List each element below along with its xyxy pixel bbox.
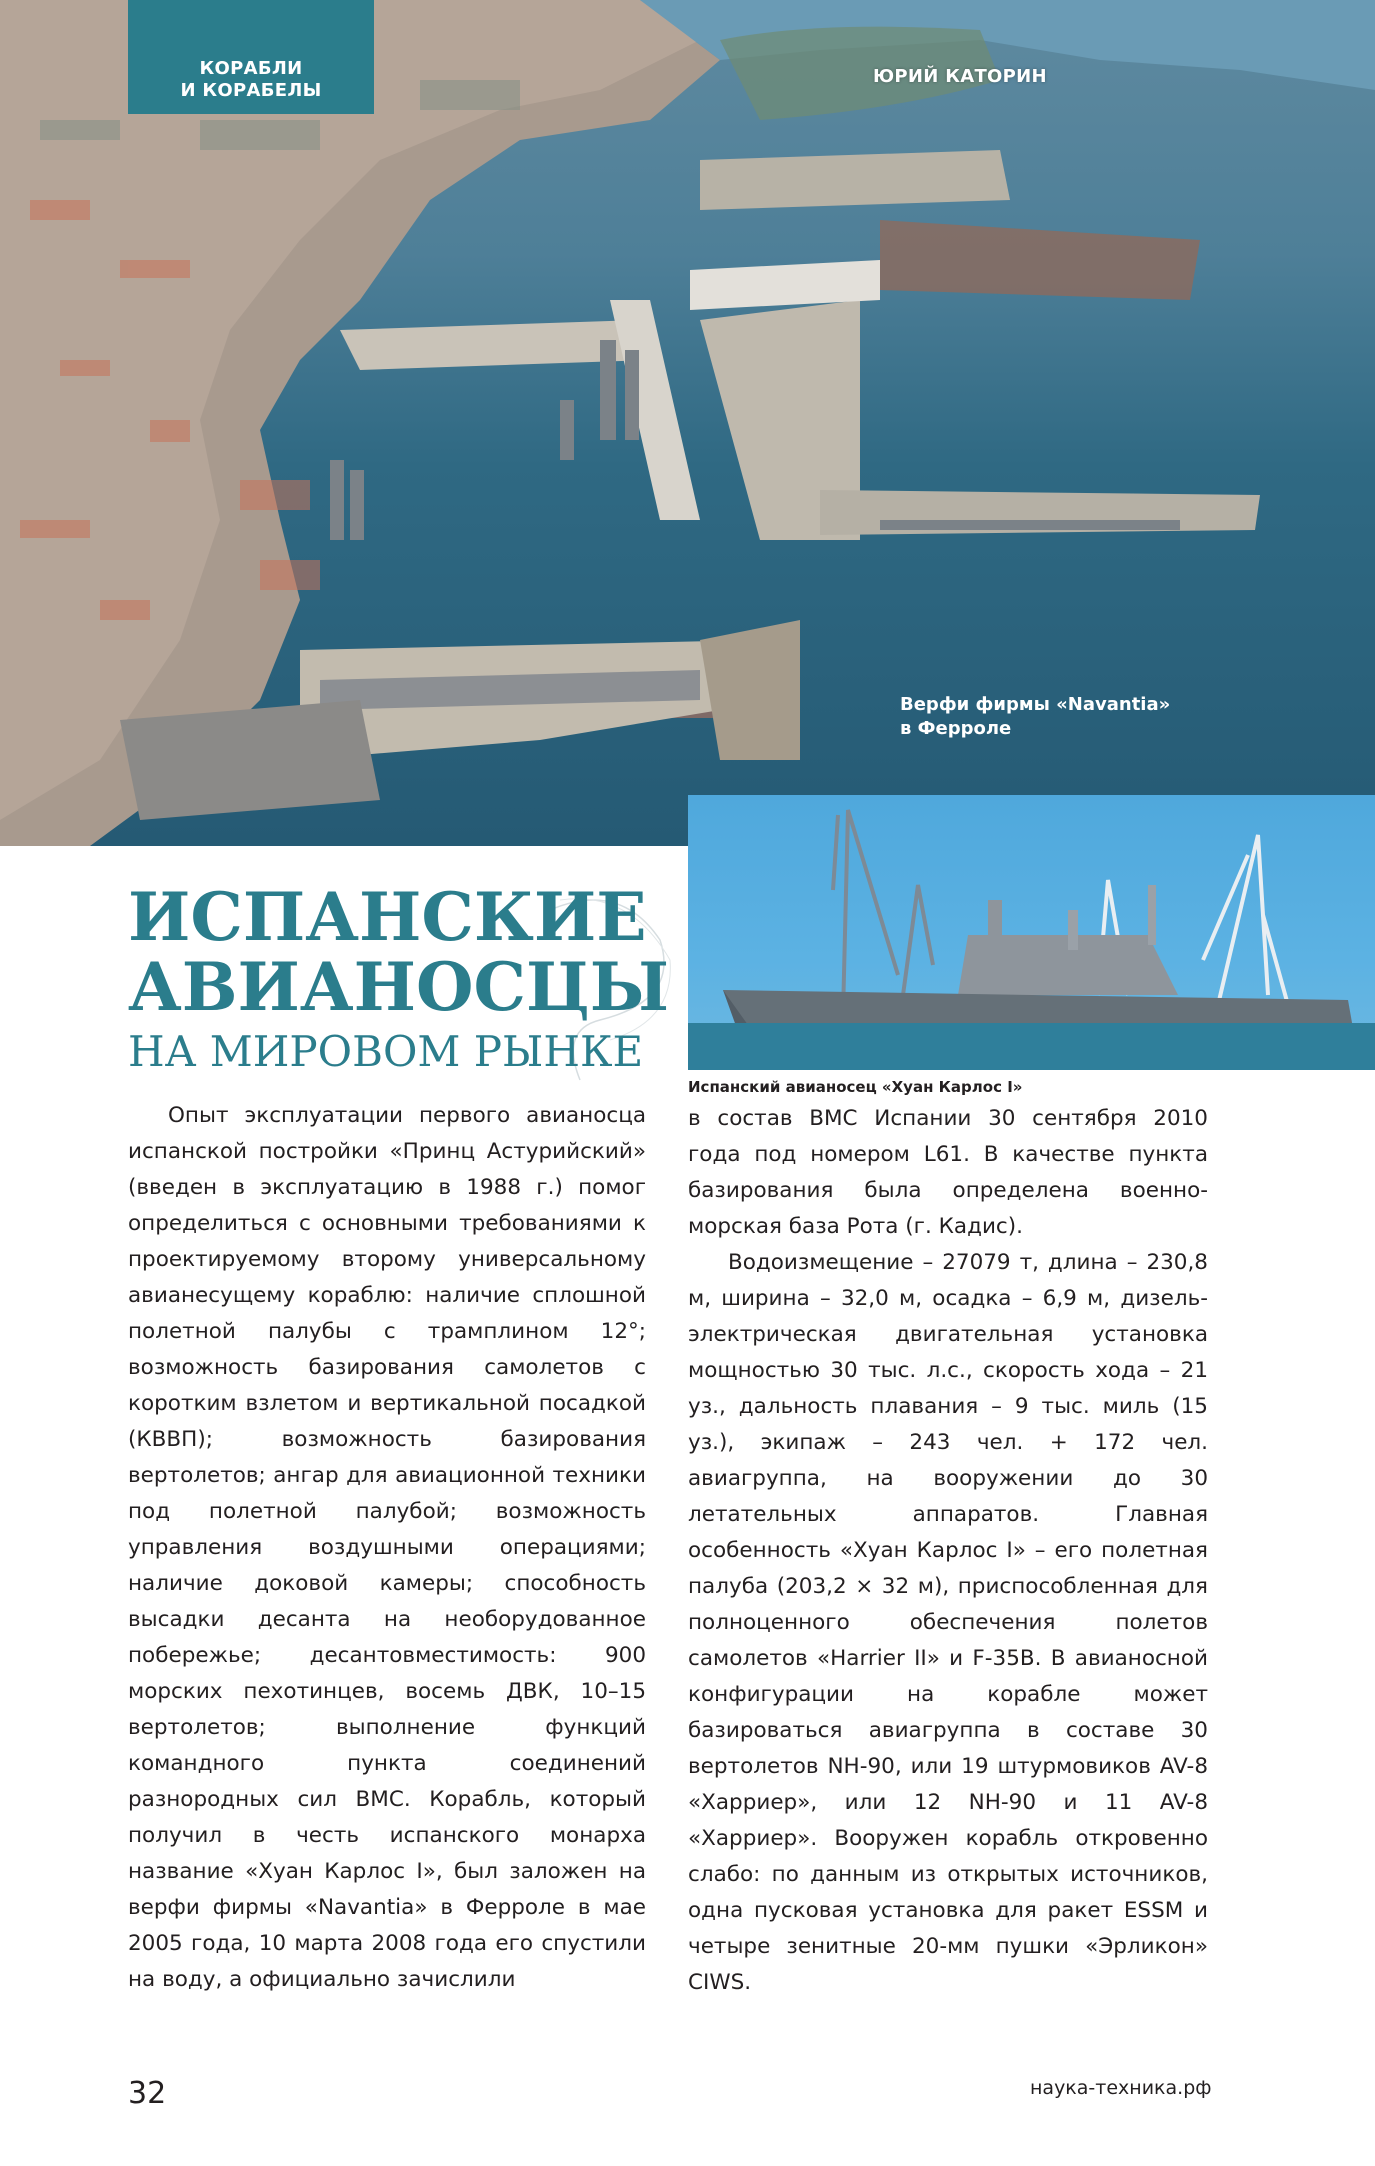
body-paragraph: Водоизмещение – 27079 т, длина – 230,8 м, ширина – 32,0 м, осадка – 6,9 м, дизель-электрическая двигательная установка мощностью 30 тыс. л.с., скорость хода – 21 уз., дальность плавания – 9 тыс. миль (15 уз.), экипаж – 243 чел. + 172 чел. авиагруппа, на вооружении до 30 летательных аппаратов. Главная особенность «Хуан Карлос I» – его полетная палуба (203,2 × 32 м), приспособленная для полноценного обеспечения полетов самолетов «Harrier II» и F-35B. В авианосной конфигурации на корабле может базироваться авиагруппа в составе 30 вертолетов NH-90, или 19 штурмовиков AV-8 «Харриер», или 12 NH-90 и 11 AV-8 «Харриер». Вооружен корабль откровенно слабо: по данным из открытых источников, одна пусковая установка для ракет ESSM и четыре зенитные 20-мм пушки «Эрликон» CIWS. <box>688 1250 1208 1995</box>
author-name: ЮРИЙ КАТОРИН <box>873 66 1047 87</box>
title-subtitle: НА МИРОВОМ РЫНКЕ <box>128 1027 644 1076</box>
site-url: наука-техника.рф <box>1030 2077 1212 2099</box>
article-title <box>128 878 670 1078</box>
body-paragraph: в состав ВМС Испании 30 сентября 2010 года под номером L61. В качестве пункта базирования была определена военно-морская база Рота (г. Кадис). <box>688 1106 1208 1239</box>
page-number: 32 <box>128 2076 167 2111</box>
ship-photo <box>688 795 1375 1070</box>
hero-photo-caption <box>900 693 1170 741</box>
body-column-right <box>688 1101 1208 2001</box>
body-paragraph: Опыт эксплуатации первого авианосца испанской постройки «Принц Астурийский» (введен в эксплуатацию в 1988 г.) помог определиться с основными требованиями к проектируемому второму универсальному авианесущему кораблю: наличие сплошной полетной палубы с трамплином 12°; возможность базирования самолетов с коротким взлетом и вертикальной посадкой (КВВП); возможность базирования вертолетов; ангар для авиационной техники под полетной палубой; возможность управления воздушными операциями; наличие доковой камеры; способность высадки десанта на необорудованное побережье; десантовместимость: 900 морских пехотинцев, восемь ДВК, 10–15 вертолетов; выполнение функций командного пункта соединений разнородных сил ВМС. Корабль, который получил в честь испанского монарха название «Хуан Карлос I», был заложен на верфи фирмы «Navantia» в Ферроле в мае 2005 года, 10 марта 2008 года его спустили на воду, а официально зачислили <box>128 1103 646 1992</box>
section-tag-line2: И КОРАБЕЛЫ <box>180 80 322 101</box>
hero-caption-line1: Верфи фирмы «Navantia» <box>900 694 1171 715</box>
hero-caption-line2: в Ферроле <box>900 718 1012 739</box>
aircraft-carrier-illustration <box>688 795 1375 1070</box>
section-tag-line1: КОРАБЛИ <box>199 58 303 79</box>
section-tag <box>128 0 374 114</box>
body-column-left <box>128 1098 646 1998</box>
ship-photo-caption: Испанский авианосец «Хуан Карлос I» <box>688 1078 1023 1096</box>
title-line1: ИСПАНСКИЕ <box>128 878 647 956</box>
title-line2: АВИАНОСЦЫ <box>128 948 670 1026</box>
